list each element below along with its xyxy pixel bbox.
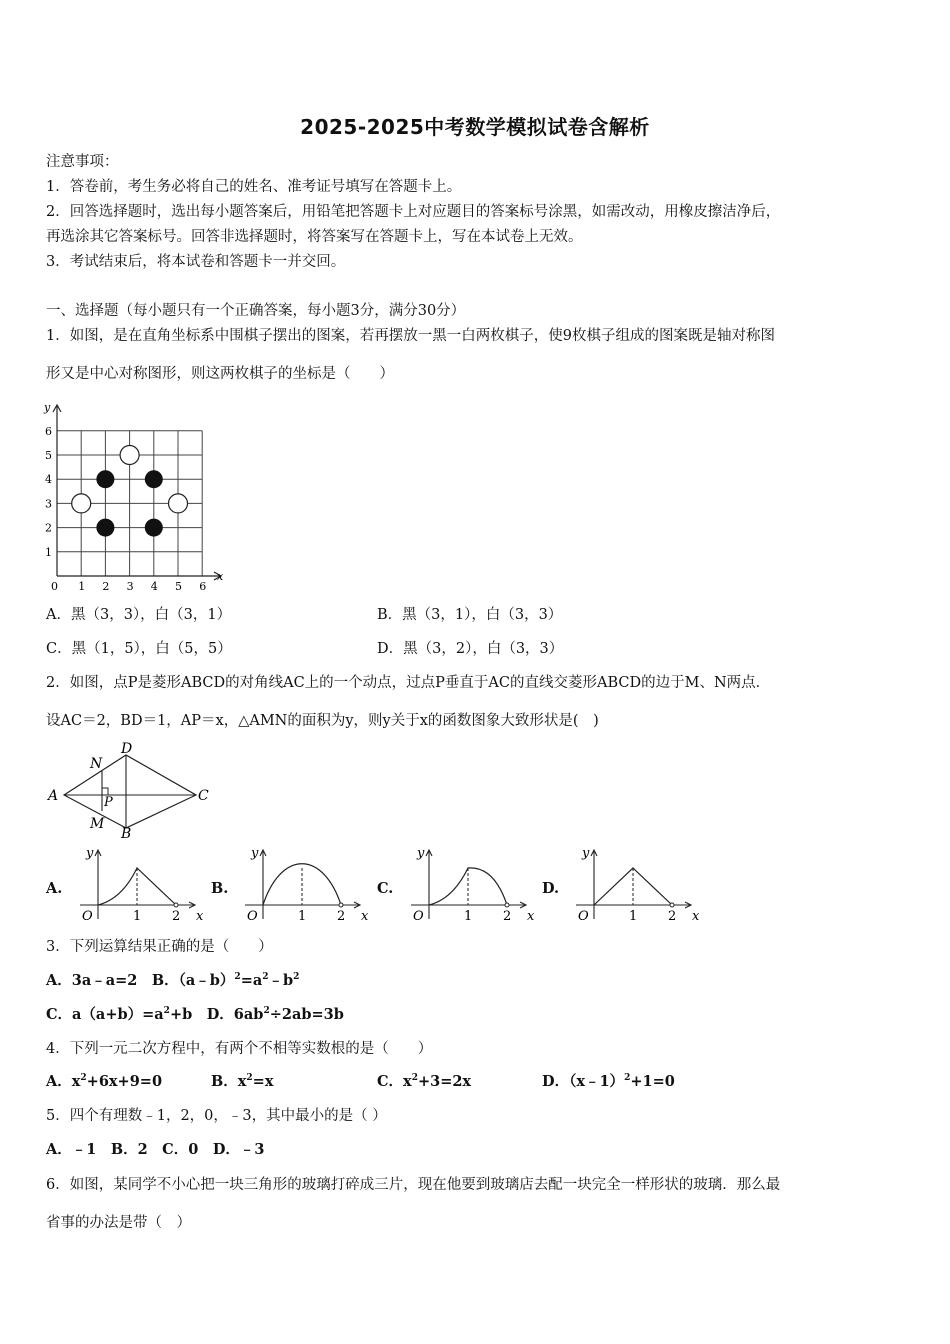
q1-y-tick-label: 6 (45, 424, 52, 438)
q4-c-text-1: C．x (377, 1073, 412, 1090)
q3-stem: 3．下列运算结果正确的是（ ） (46, 939, 273, 955)
svg-text:x: x (361, 909, 369, 924)
q1-y-tick-label: 3 (45, 497, 52, 511)
notice-item-3: 3．考试结束后，将本试卷和答题卡一并交回。 (46, 254, 346, 270)
svg-text:2: 2 (172, 909, 181, 924)
q1-stem-line2: 形又是中心对称图形，则这两枚棋子的坐标是（ ） (46, 366, 394, 382)
q2-graph-d[interactable] (568, 845, 708, 925)
q4-a-sup: 2 (80, 1073, 87, 1083)
notice-item-2-cont: 再选涂其它答案标号。回答非选择题时，将答案写在答题卡上，写在本试卷上无效。 (46, 229, 583, 245)
q2-label-b: B (121, 826, 132, 842)
svg-text:1: 1 (133, 909, 142, 924)
q3-a-text-3: ﹣b (268, 972, 294, 989)
q2-stem-line1: 2．如图，点P是菱形ABCD的对角线AC上的一个动点，过点P垂直于AC的直线交菱形ABCD的边于M、N两点． (46, 675, 771, 691)
q1-y-tick-label: 5 (45, 449, 52, 462)
q1-stem-line1: 1．如图，是在直角坐标系中围棋子摆出的图案，若再摆放一黑一白两枚棋子，使9枚棋子组成的图案既是轴对称图 (46, 328, 775, 344)
section-heading: 一、选择题（每小题只有一个正确答案，每小题3分，满分30分） (46, 303, 466, 319)
q4-a-text-1: A．x (46, 1073, 81, 1090)
svg-text:y: y (86, 846, 94, 861)
notice-item-2: 2．回答选择题时，选出每小题答案后，用铅笔把答题卡上对应题目的答案标号涂黑，如需改动，用橡皮擦洁净后， (46, 204, 781, 220)
q2-graph-a[interactable] (72, 845, 212, 925)
q2-right-angle-mark (102, 788, 108, 795)
q6-stem-line1: 6．如图，某同学不小心把一块三角形的玻璃打碎成三片，现在他要到玻璃店去配一块完全一样形状的玻璃．那么最 (46, 1177, 781, 1193)
q1-go-board-figure (40, 400, 235, 590)
q4-c-text-2: +3=2x (417, 1073, 472, 1090)
q1-x-axis-label: x (217, 570, 224, 583)
q3-a-sup-1: 2 (234, 972, 241, 982)
q4-d-text-2: +1=0 (630, 1073, 675, 1090)
svg-text:2: 2 (503, 909, 512, 924)
q1-x-tick-label: 3 (126, 580, 134, 590)
q4-option-c[interactable] (377, 1071, 471, 1093)
q3-c-text-2: +b D．6ab (169, 1006, 264, 1023)
q2-label-c: C (198, 788, 209, 804)
q3-c-text-1: C．a（a+b）=a (46, 1006, 164, 1023)
q2-label-a: A (48, 788, 59, 804)
q4-c-sup: 2 (411, 1073, 418, 1083)
q5-stem: 5．四个有理数﹣1，2，0，﹣3，其中最小的是（ ） (46, 1108, 387, 1124)
q1-white-stone (169, 494, 188, 513)
q2-label-d: D (121, 741, 133, 757)
q2-label-p: P (104, 795, 113, 810)
q3-a-text-2: =a (240, 972, 263, 989)
q1-y-tick-label: 2 (45, 521, 52, 535)
q2-label-n: N (90, 756, 103, 772)
q1-option-b[interactable]: B．黑（3，1），白（3，3） (377, 607, 563, 623)
notice-item-1: 1．答卷前，考生务必将自己的姓名、准考证号填写在答题卡上。 (46, 179, 462, 195)
q4-d-text-1: D．（x﹣1） (542, 1073, 625, 1090)
q1-x-tick-label: 4 (150, 580, 158, 590)
svg-text:y: y (251, 846, 259, 861)
q2-stem-line2: 设AC＝2，BD＝1，AP＝x，△AMN的面积为y，则y关于x的函数图象大致形状是( ) (46, 713, 599, 729)
q4-stem: 4．下列一元二次方程中，有两个不相等实数根的是（ ） (46, 1041, 433, 1057)
notice-heading: 注意事项： (46, 154, 119, 170)
q1-x-tick-label: 1 (78, 580, 86, 590)
q3-a-sup-3: 2 (293, 972, 300, 982)
q1-black-stone (96, 519, 114, 537)
q1-black-stone (145, 519, 163, 537)
svg-text:1: 1 (629, 909, 638, 924)
page-title: 2025-2025中考数学模拟试卷含解析 (300, 115, 650, 139)
svg-text:x: x (692, 909, 700, 924)
q2-rhombus (64, 755, 196, 828)
q1-x-tick-label: 2 (102, 580, 110, 590)
q1-x-tick-label: 6 (199, 580, 207, 590)
q4-option-b[interactable] (211, 1071, 273, 1093)
q3-c-sup-2: 2 (263, 1006, 270, 1016)
q1-white-stone (72, 494, 91, 513)
svg-text:2: 2 (668, 909, 677, 924)
q1-x-tick-label: 5 (175, 580, 182, 590)
svg-text:y: y (417, 846, 425, 861)
svg-text:y: y (582, 846, 590, 861)
svg-text:O: O (578, 909, 589, 924)
svg-text:O: O (413, 909, 424, 924)
q1-y-axis-label: y (44, 401, 51, 414)
q1-y-tick-label: 4 (45, 473, 52, 487)
q2-graph-b[interactable] (237, 845, 377, 925)
q3-c-sup-1: 2 (163, 1006, 170, 1016)
q2-option-d-letter[interactable]: D. (542, 880, 560, 897)
q1-option-a[interactable]: A．黑（3，3），白（3，1） (46, 607, 232, 623)
q4-b-text-2: =x (252, 1073, 274, 1090)
q3-a-text-1: A．3a﹣a=2 B．（a﹣b） (46, 972, 235, 989)
svg-text:x: x (527, 909, 535, 924)
svg-text:1: 1 (298, 909, 307, 924)
q5-options[interactable]: A．﹣1 B．2 C．0 D．﹣3 (46, 1141, 265, 1158)
q4-d-sup: 2 (624, 1073, 631, 1083)
q1-option-c[interactable]: C．黑（1，5），白（5，5） (46, 641, 232, 657)
q3-c-text-3: ÷2ab=3b (269, 1006, 344, 1023)
q1-black-stone (145, 470, 163, 488)
q4-b-text-1: B．x (211, 1073, 247, 1090)
q2-option-b-letter[interactable]: B. (211, 880, 229, 897)
svg-text:O: O (82, 909, 93, 924)
svg-text:2: 2 (337, 909, 346, 924)
svg-text:x: x (196, 909, 204, 924)
q3-options-cd[interactable] (46, 1004, 344, 1026)
q1-black-stone (96, 470, 114, 488)
q6-stem-line2: 省事的办法是带（ ） (46, 1215, 191, 1231)
q4-option-a[interactable] (46, 1071, 162, 1093)
q2-option-c-letter[interactable]: C. (377, 880, 394, 897)
svg-text:1: 1 (464, 909, 473, 924)
q2-option-a-letter[interactable]: A. (46, 880, 63, 897)
q2-label-m: M (90, 816, 105, 832)
q4-a-text-2: +6x+9=0 (86, 1073, 163, 1090)
q1-y-tick-label: 1 (45, 545, 52, 559)
q4-b-sup: 2 (246, 1073, 253, 1083)
q2-rhombus-figure (44, 740, 224, 845)
q3-a-sup-2: 2 (262, 972, 269, 982)
q1-x-tick-label: 0 (51, 580, 58, 590)
q3-options-ab[interactable] (46, 970, 299, 992)
q1-white-stone (120, 446, 139, 465)
svg-text:O: O (247, 909, 258, 924)
q2-graph-c[interactable] (403, 845, 543, 925)
q1-option-d[interactable]: D．黑（3，2），白（3，3） (377, 641, 564, 657)
q4-option-d[interactable] (542, 1071, 675, 1093)
